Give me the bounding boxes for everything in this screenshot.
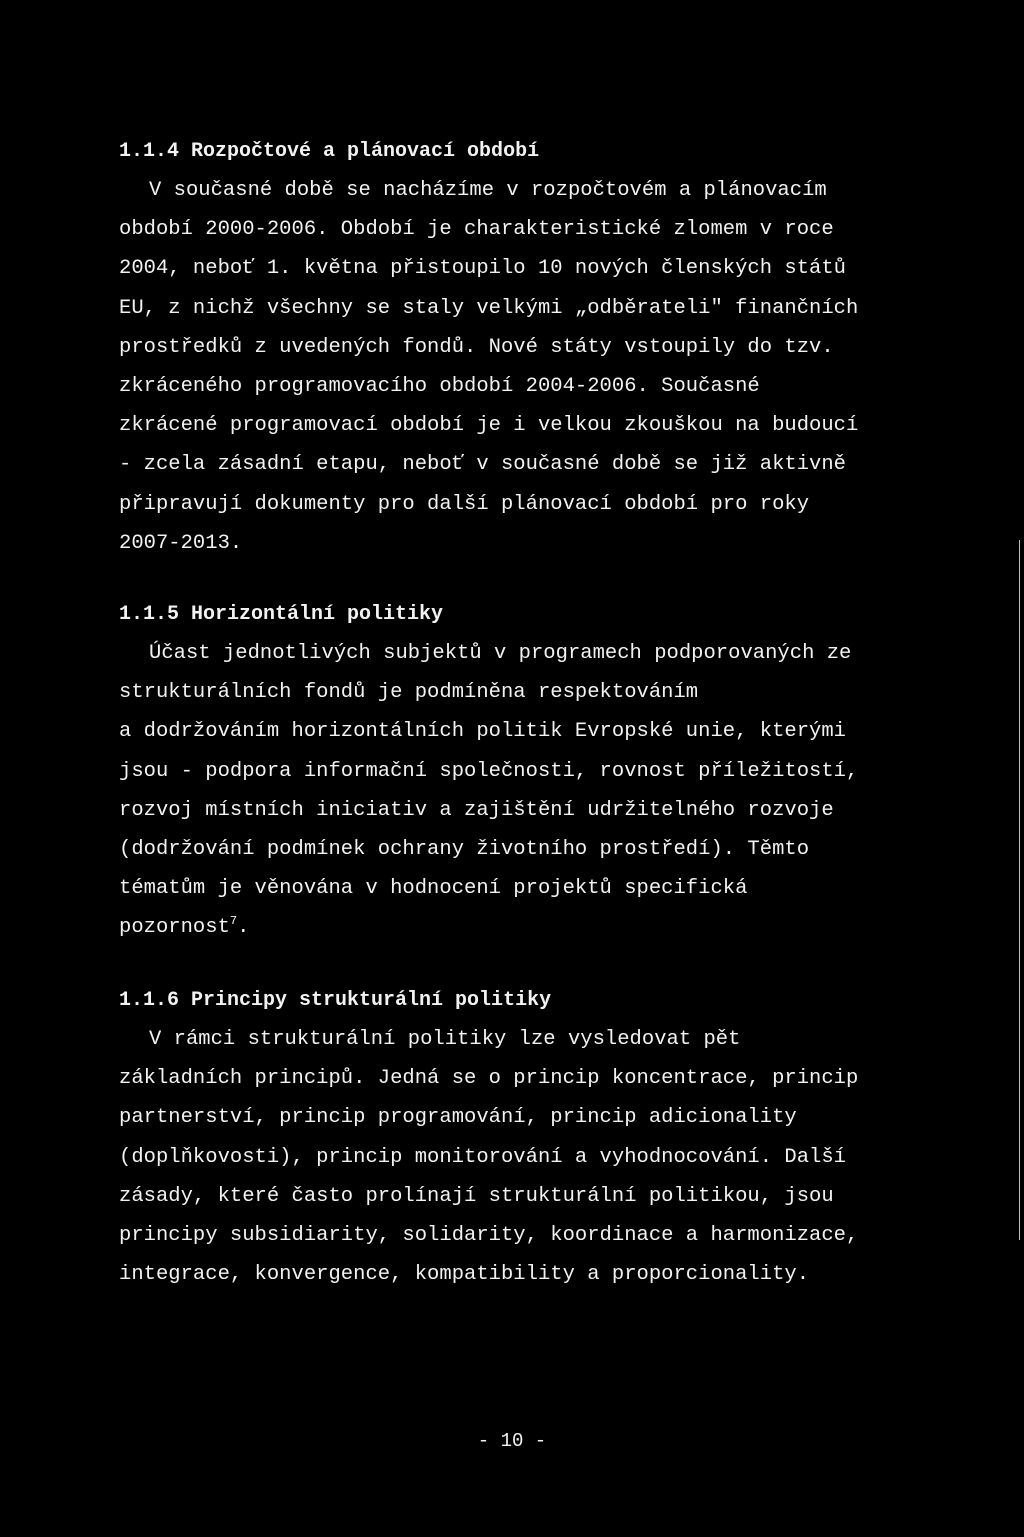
text-line: (doplňkovosti), princip monitorování a vyhodnocování. Další: [119, 1145, 846, 1169]
section-1-1-5: [119, 600, 949, 948]
text-line: připravují dokumenty pro další plánovací období pro roky: [119, 492, 810, 516]
section-paragraph: [119, 634, 949, 948]
text-line: 2004, neboť 1. května přistoupilo 10 nových členských států: [119, 257, 846, 281]
section-paragraph: [119, 1020, 949, 1294]
text-line: zásady, které často prolínají strukturální politikou, jsou: [119, 1184, 834, 1208]
text-line: (dodržování podmínek ochrany životního prostředí). Těmto: [119, 838, 810, 862]
section-1-1-4: [119, 137, 949, 563]
text-line: jsou - podpora informační společnosti, rovnost příležitostí,: [119, 759, 859, 783]
text-fragment: pozornost: [119, 916, 230, 940]
text-line: V rámci strukturální politiky lze vysledovat pět: [149, 1028, 741, 1051]
text-line: strukturálních fondů je podmíněna respektováním: [119, 681, 699, 705]
text-line: zkrácené programovací období je i velkou zkouškou na budoucí: [119, 414, 859, 438]
text-line: období 2000-2006. Období je charakteristické zlomem v roce: [119, 218, 834, 242]
section-heading: 1.1.4 Rozpočtové a plánovací období: [119, 140, 540, 163]
text-line: 2007-2013.: [119, 531, 243, 555]
text-line: V současné době se nacházíme v rozpočtovém a plánovacím: [149, 179, 827, 202]
text-line: - zcela zásadní etapu, neboť v současné době se již aktivně: [119, 453, 846, 477]
section-heading: 1.1.5 Horizontální politiky: [119, 603, 444, 626]
text-line: Účast jednotlivých subjektů v programech podporovaných ze: [149, 642, 852, 665]
text-line: a dodržováním horizontálních politik Evropské unie, kterými: [119, 720, 846, 744]
section-1-1-6: [119, 986, 949, 1294]
scan-edge-line: [1019, 540, 1020, 1240]
section-paragraph: [119, 171, 949, 563]
footnote-mark: 7: [229, 914, 238, 929]
text-fragment: .: [237, 916, 250, 940]
text-line: základních principů. Jedná se o princip koncentrace, princip: [119, 1067, 859, 1091]
text-line: prostředků z uvedených fondů. Nové státy vstoupily do tzv.: [119, 335, 834, 359]
text-line-with-footnote: [119, 908, 949, 947]
text-line: integrace, konvergence, kompatibility a proporcionality.: [119, 1263, 810, 1287]
page-number: - 10 -: [477, 1430, 547, 1452]
section-heading: 1.1.6 Principy strukturální politiky: [119, 989, 552, 1012]
text-line: principy subsidiarity, solidarity, koordinace a harmonizace,: [119, 1224, 859, 1248]
text-line: EU, z nichž všechny se staly velkými „odběrateli" finančních: [119, 296, 859, 320]
text-line: zkráceného programovacího období 2004-2006. Současné: [119, 375, 760, 399]
text-line: tématům je věnována v hodnocení projektů specifická: [119, 877, 748, 901]
text-line: partnerství, princip programování, princip adicionality: [119, 1106, 797, 1130]
text-line: rozvoj místních iniciativ a zajištění udržitelného rozvoje: [119, 798, 834, 822]
